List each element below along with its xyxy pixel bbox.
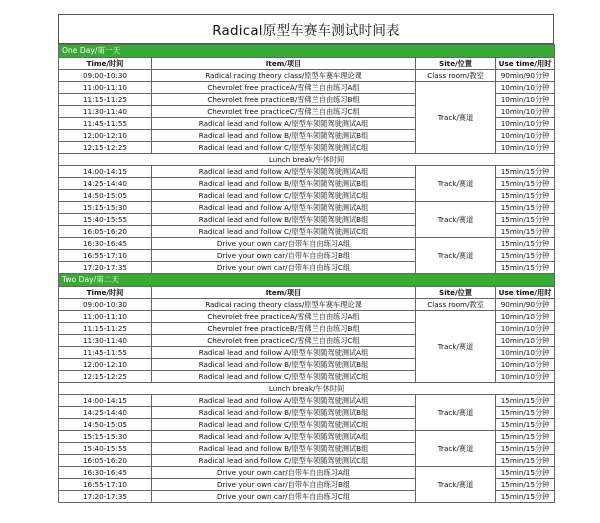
use-cell: 10min/10分钟 [496, 371, 555, 383]
use-cell: 15min/15分钟 [496, 431, 555, 443]
time-cell: 11:15-11:25 [59, 323, 152, 335]
time-cell: 14:25-14:40 [59, 178, 152, 190]
item-cell: Radical racing theory class/原型车赛车理论课 [152, 299, 416, 311]
item-cell: Radical lead and follow C/原型车领随驾驶测试C组 [152, 419, 416, 431]
site-cell: Track/赛道 [416, 395, 496, 431]
item-cell: Drive your own car/自带车自由练习C组 [152, 262, 416, 274]
day-header-row [59, 45, 555, 58]
time-cell: 12:15-12:25 [59, 371, 152, 383]
lunch-break: Lunch break/午休时间 [59, 154, 555, 166]
use-cell: 10min/10分钟 [496, 142, 555, 154]
use-cell: 15min/15分钟 [496, 226, 555, 238]
time-cell: 09:00-10:30 [59, 70, 152, 82]
use-cell: 15min/15分钟 [496, 238, 555, 250]
item-cell: Drive your own car/自带车自由练习A组 [152, 238, 416, 250]
schedule-sheet [58, 14, 554, 514]
use-cell: 15min/15分钟 [496, 202, 555, 214]
site-cell: Track/赛道 [416, 311, 496, 383]
item-cell: Radical lead and follow A/原型车领随驾驶测试A组 [152, 431, 416, 443]
header-item: Item/项目 [152, 287, 416, 299]
time-cell: 12:15-12:25 [59, 142, 152, 154]
time-cell: 17:20-17:35 [59, 262, 152, 274]
item-cell: Drive your own car/自带车自由练习C组 [152, 491, 416, 503]
lunch-row [59, 383, 555, 395]
site-cell: Class room/教室 [416, 70, 496, 82]
table-row [59, 395, 555, 407]
item-cell: Chevrolet free practiceB/雪佛兰自由练习B组 [152, 323, 416, 335]
item-cell: Radical lead and follow A/原型车领随驾驶测试A组 [152, 202, 416, 214]
use-cell: 10min/10分钟 [496, 106, 555, 118]
item-cell: Radical lead and follow B/原型车领随驾驶测试B组 [152, 359, 416, 371]
item-cell: Drive your own car/自带车自由练习A组 [152, 467, 416, 479]
time-cell: 09:00-10:30 [59, 299, 152, 311]
time-cell: 15:40-15:55 [59, 214, 152, 226]
item-cell: Chevrolet free practiceB/雪佛兰自由练习B组 [152, 94, 416, 106]
item-cell: Radical lead and follow C/原型车领随驾驶测试C组 [152, 142, 416, 154]
item-cell: Drive your own car/自带车自由练习B组 [152, 250, 416, 262]
day-label: Two Day/第二天 [59, 274, 555, 287]
time-cell: 16:05-16:20 [59, 226, 152, 238]
item-cell: Chevrolet free practiceA/雪佛兰自由练习A组 [152, 311, 416, 323]
item-cell: Chevrolet free practiceC/雪佛兰自由练习C组 [152, 335, 416, 347]
time-cell: 11:00-11:10 [59, 311, 152, 323]
site-cell: Class room/教室 [416, 299, 496, 311]
use-cell: 15min/15分钟 [496, 443, 555, 455]
table-row [59, 166, 555, 178]
page-title: Radical原型车赛车测试时间表 [58, 14, 554, 44]
header-time: Time/时间 [59, 287, 152, 299]
use-cell: 10min/10分钟 [496, 94, 555, 106]
table-row [59, 82, 555, 94]
header-use: Use time/用时 [496, 287, 555, 299]
use-cell: 15min/15分钟 [496, 419, 555, 431]
header-time: Time/时间 [59, 58, 152, 70]
use-cell: 10min/10分钟 [496, 130, 555, 142]
time-cell: 14:00-14:15 [59, 166, 152, 178]
table-row [59, 299, 555, 311]
time-cell: 16:30-16:45 [59, 238, 152, 250]
item-cell: Radical lead and follow C/原型车领随驾驶测试C组 [152, 371, 416, 383]
item-cell: Radical lead and follow A/原型车领随驾驶测试A组 [152, 118, 416, 130]
lunch-break: Lunch break/午休时间 [59, 383, 555, 395]
item-cell: Radical lead and follow C/原型车领随驾驶测试C组 [152, 190, 416, 202]
use-cell: 15min/15分钟 [496, 467, 555, 479]
use-cell: 15min/15分钟 [496, 166, 555, 178]
column-header-row [59, 287, 555, 299]
header-site: Site/位置 [416, 287, 496, 299]
item-cell: Radical lead and follow A/原型车领随驾驶测试A组 [152, 347, 416, 359]
time-cell: 14:50-15:05 [59, 419, 152, 431]
item-cell: Radical lead and follow B/原型车领随驾驶测试B组 [152, 130, 416, 142]
site-cell: Track/赛道 [416, 431, 496, 467]
item-cell: Radical lead and follow C/原型车领随驾驶测试C组 [152, 226, 416, 238]
use-cell: 15min/15分钟 [496, 190, 555, 202]
time-cell: 15:40-15:55 [59, 443, 152, 455]
use-cell: 10min/10分钟 [496, 118, 555, 130]
day-label: One Day/第一天 [59, 45, 555, 58]
item-cell: Radical lead and follow B/原型车领随驾驶测试B组 [152, 214, 416, 226]
time-cell: 15:15-15:30 [59, 431, 152, 443]
item-cell: Chevrolet free practiceA/雪佛兰自由练习A组 [152, 82, 416, 94]
column-header-row [59, 58, 555, 70]
header-site: Site/位置 [416, 58, 496, 70]
use-cell: 10min/10分钟 [496, 82, 555, 94]
header-use: Use time/用时 [496, 58, 555, 70]
time-cell: 12:00-12:10 [59, 359, 152, 371]
site-cell: Track/赛道 [416, 238, 496, 274]
time-cell: 14:50-15:05 [59, 190, 152, 202]
time-cell: 11:00-11:10 [59, 82, 152, 94]
table-row [59, 311, 555, 323]
item-cell: Radical racing theory class/原型车赛车理论课 [152, 70, 416, 82]
use-cell: 90min/90分钟 [496, 70, 555, 82]
item-cell: Radical lead and follow A/原型车领随驾驶测试A组 [152, 395, 416, 407]
time-cell: 11:15-11:25 [59, 94, 152, 106]
site-cell: Track/赛道 [416, 166, 496, 202]
site-cell: Track/赛道 [416, 202, 496, 238]
table-row [59, 202, 555, 214]
use-cell: 15min/15分钟 [496, 479, 555, 491]
time-cell: 11:30-11:40 [59, 335, 152, 347]
time-cell: 16:05-16:20 [59, 455, 152, 467]
table-row [59, 70, 555, 82]
use-cell: 90min/90分钟 [496, 299, 555, 311]
item-cell: Radical lead and follow B/原型车领随驾驶测试B组 [152, 178, 416, 190]
use-cell: 15min/15分钟 [496, 178, 555, 190]
use-cell: 15min/15分钟 [496, 395, 555, 407]
use-cell: 10min/10分钟 [496, 347, 555, 359]
use-cell: 15min/15分钟 [496, 455, 555, 467]
time-cell: 16:55-17:10 [59, 479, 152, 491]
table-row [59, 467, 555, 479]
lunch-row [59, 154, 555, 166]
item-cell: Radical lead and follow A/原型车领随驾驶测试A组 [152, 166, 416, 178]
use-cell: 15min/15分钟 [496, 491, 555, 503]
use-cell: 10min/10分钟 [496, 323, 555, 335]
time-cell: 14:00-14:15 [59, 395, 152, 407]
item-cell: Chevrolet free practiceC/雪佛兰自由练习C组 [152, 106, 416, 118]
site-cell: Track/赛道 [416, 467, 496, 503]
time-cell: 11:30-11:40 [59, 106, 152, 118]
use-cell: 10min/10分钟 [496, 359, 555, 371]
use-cell: 15min/15分钟 [496, 250, 555, 262]
time-cell: 11:45-11:55 [59, 118, 152, 130]
item-cell: Radical lead and follow B/原型车领随驾驶测试B组 [152, 407, 416, 419]
use-cell: 10min/10分钟 [496, 335, 555, 347]
use-cell: 15min/15分钟 [496, 407, 555, 419]
table-row [59, 238, 555, 250]
use-cell: 15min/15分钟 [496, 214, 555, 226]
item-cell: Drive your own car/自带车自由练习B组 [152, 479, 416, 491]
site-cell: Track/赛道 [416, 82, 496, 154]
schedule-table [58, 44, 555, 503]
time-cell: 14:25-14:40 [59, 407, 152, 419]
day-header-row [59, 274, 555, 287]
table-row [59, 431, 555, 443]
time-cell: 16:30-16:45 [59, 467, 152, 479]
time-cell: 11:45-11:55 [59, 347, 152, 359]
item-cell: Radical lead and follow B/原型车领随驾驶测试B组 [152, 443, 416, 455]
item-cell: Radical lead and follow C/原型车领随驾驶测试C组 [152, 455, 416, 467]
time-cell: 12:00-12:10 [59, 130, 152, 142]
use-cell: 10min/10分钟 [496, 311, 555, 323]
time-cell: 16:55-17:10 [59, 250, 152, 262]
time-cell: 15:15-15:30 [59, 202, 152, 214]
time-cell: 17:20-17:35 [59, 491, 152, 503]
header-item: Item/项目 [152, 58, 416, 70]
use-cell: 15min/15分钟 [496, 262, 555, 274]
